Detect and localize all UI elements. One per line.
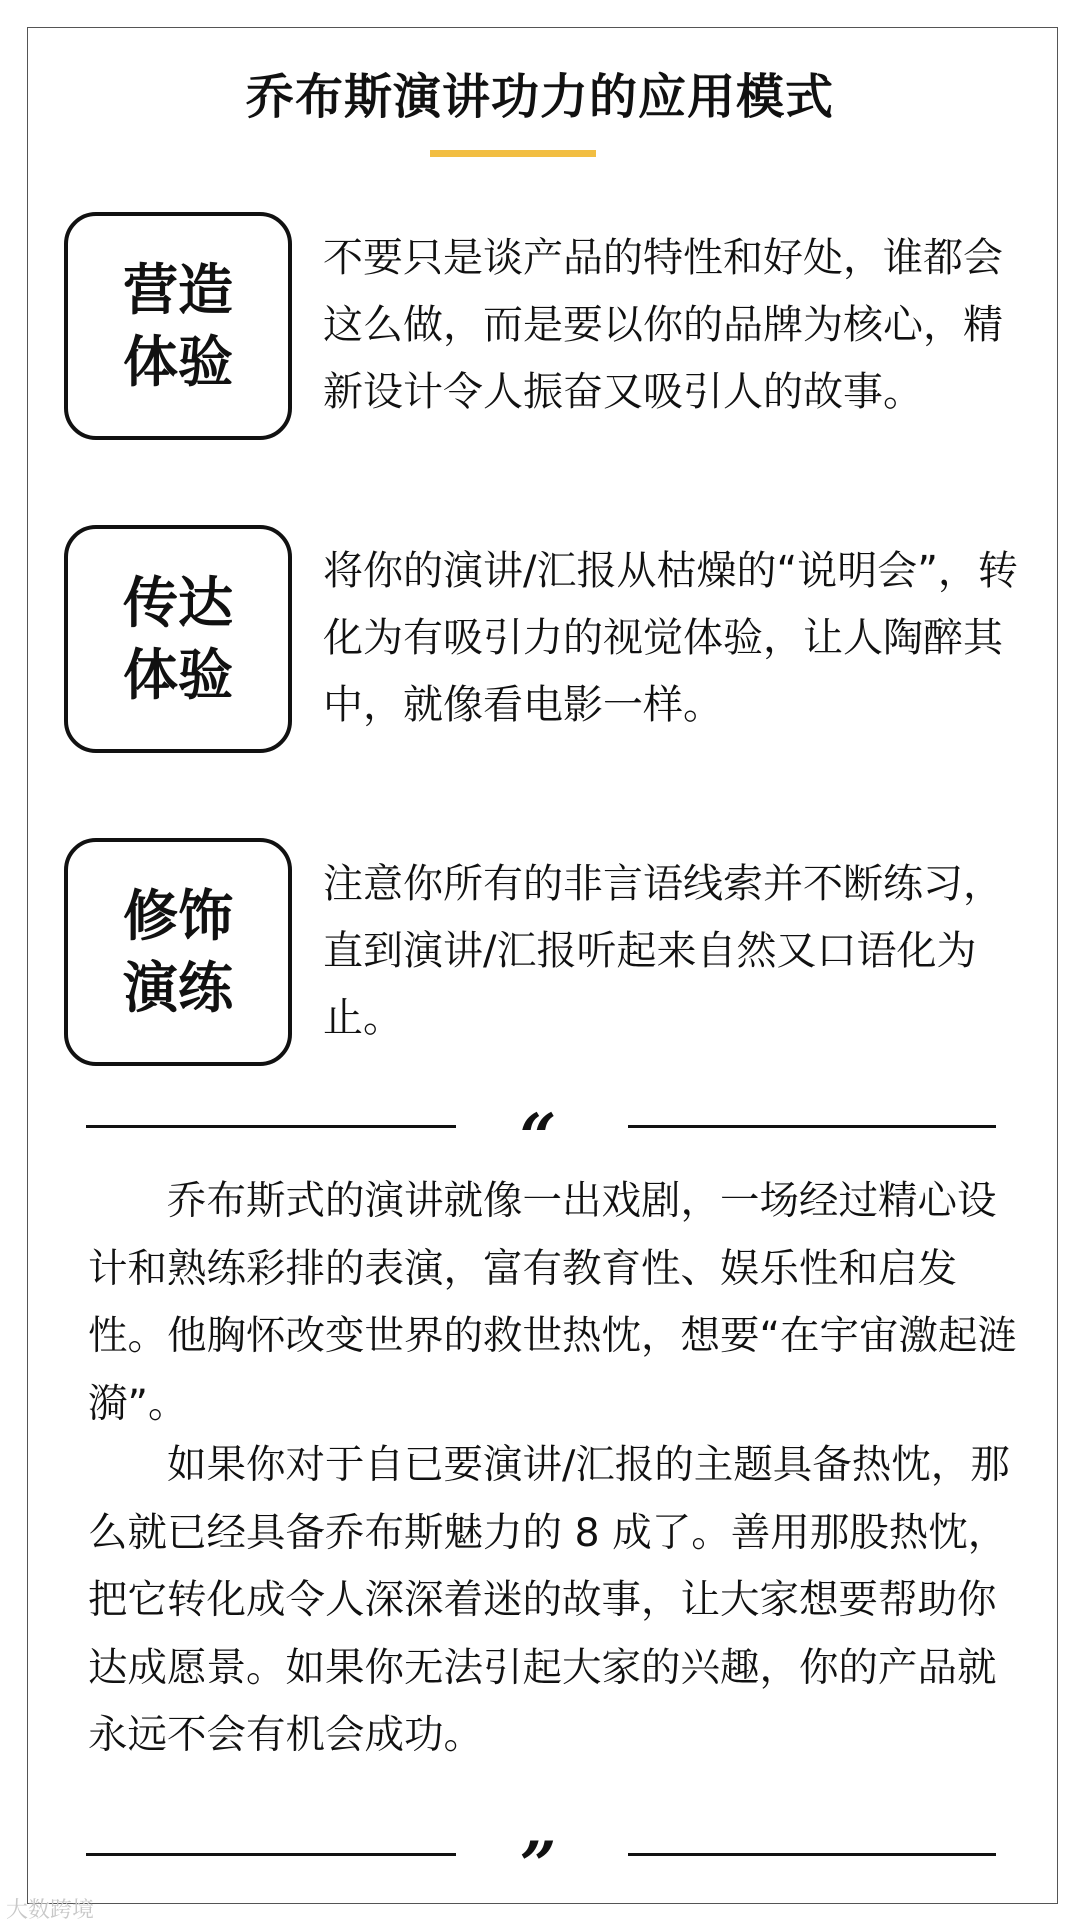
divider-line: [628, 1125, 996, 1128]
quote-paragraph: 乔布斯式的演讲就像一出戏剧，一场经过精心设计和熟练彩排的表演，富有教育性、娱乐性和启发性。他胸怀改变世界的救世热忱，想要“在宇宙激起涟漪”。: [88, 1178, 1017, 1427]
quote-paragraph: 如果你对于自已要演讲/汇报的主题具备热忱，那么就已经具备乔布斯魅力的 8 成了。善用那股热忱，把它转化成令人深深着迷的故事，让大家想要帮助你达成愿景。如果你无法引起大家的兴趣，你的产品就永远不会有机会成功。: [88, 1442, 1010, 1758]
mode-label-box: [64, 525, 292, 753]
mode-label-box: [64, 838, 292, 1066]
close-quote-icon: ”: [519, 1828, 557, 1903]
mode-description: 注意你所有的非言语线索并不断练习，直到演讲/汇报听起来自然又口语化为止。: [323, 861, 1003, 1041]
mode-label: 修饰演练: [122, 884, 233, 1020]
mode-label: 传达体验: [122, 571, 233, 707]
mode-label: 营造体验: [122, 258, 233, 394]
divider-line: [628, 1853, 996, 1856]
mode-label-box: [64, 212, 292, 440]
mode-description: 不要只是谈产品的特性和好处，谁都会这么做，而是要以你的品牌为核心，精新设计令人振奋又吸引人的故事。: [323, 235, 1003, 415]
page-title: 乔布斯演讲功力的应用模式: [245, 69, 834, 125]
divider-line: [86, 1853, 456, 1856]
mode-description: 将你的演讲/汇报从枯燥的“说明会”，转化为有吸引力的视觉体验，让人陶醉其中，就像看电影一样。: [323, 548, 1018, 728]
title-accent-bar: [430, 150, 596, 157]
divider-line: [86, 1125, 456, 1128]
open-quote-icon: “: [519, 1100, 557, 1175]
watermark: 大数跨境: [6, 1898, 95, 1923]
